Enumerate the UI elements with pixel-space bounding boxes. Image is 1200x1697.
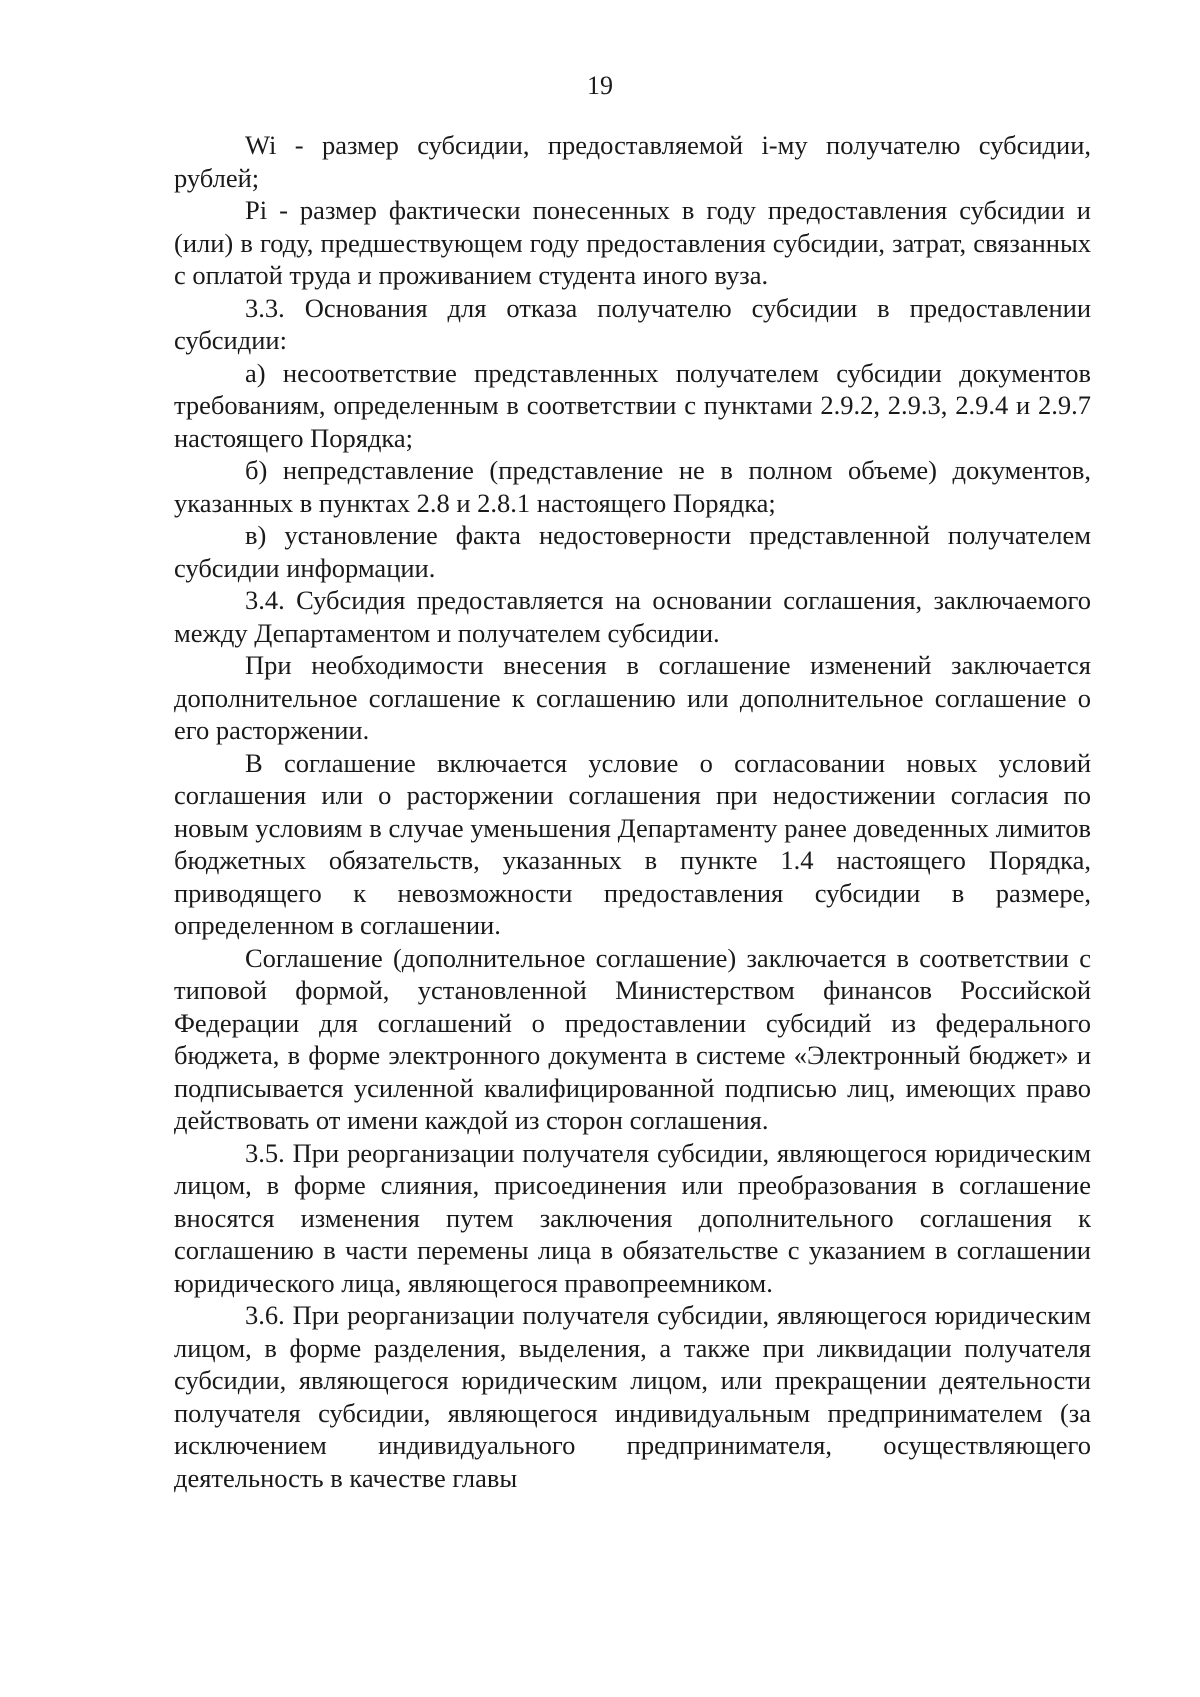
- paragraph: 3.6. При реорганизации получателя субсидии, являющегося юридическим лицом, в форме разделения, выделения, а также при ликвидации получателя субсидии, являющегося юридическим лицом, или прекращении деятельности получателя субсидии, являющегося индивидуальным предпринимателем (за исключением индивидуального предпринимателя, осуществляющего деятельность в качестве главы: [174, 1300, 1091, 1493]
- paragraph: 3.4. Субсидия предоставляется на основании соглашения, заключаемого между Департаментом и получателем субсидии.: [174, 585, 1091, 648]
- paragraph: В соглашение включается условие о согласовании новых условий соглашения или о расторжении соглашения при недостижении согласия по новым условиям в случае уменьшения Департаменту ранее доведенных лимитов бюджетных обязательств, указанных в пункте 1.4 настоящего Порядка, приводящего к невозможности предоставления субсидии в размере, определенном в соглашении.: [174, 747, 1091, 940]
- paragraph: в) установление факта недостоверности представленной получателем субсидии информации.: [174, 520, 1091, 583]
- paragraph: б) непредставление (представление не в полном объеме) документов, указанных в пунктах 2.8 и 2.8.1 настоящего Порядка;: [174, 455, 1091, 518]
- paragraph: Соглашение (дополнительное соглашение) заключается в соответствии с типовой формой, установленной Министерством финансов Российской Федерации для соглашений о предоставлении субсидий из федерального бюджета, в форме электронного документа в системе «Электронный бюджет» и подписывается усиленной квалифицированной подписью лиц, имеющих право действовать от имени каждой из сторон соглашения.: [174, 942, 1091, 1135]
- paragraph: Pi - размер фактически понесенных в году предоставления субсидии и (или) в году, предшествующем году предоставления субсидии, затрат, связанных с оплатой труда и проживанием студента иного вуза.: [174, 195, 1091, 290]
- paragraph: Wi - размер субсидии, предоставляемой i-му получателю субсидии, рублей;: [174, 130, 1091, 193]
- paragraph: 3.5. При реорганизации получателя субсидии, являющегося юридическим лицом, в форме слияния, присоединения или преобразования в соглашение вносятся изменения путем заключения дополнительного соглашения к соглашению в части перемены лица в обязательстве с указанием в соглашении юридического лица, являющегося правопреемником.: [174, 1137, 1091, 1298]
- page-number: 19: [587, 71, 613, 100]
- paragraph: а) несоответствие представленных получателем субсидии документов требованиям, определенным в соответствии с пунктами 2.9.2, 2.9.3, 2.9.4 и 2.9.7 настоящего Порядка;: [174, 357, 1091, 453]
- paragraph: 3.3. Основания для отказа получателю субсидии в предоставлении субсидии:: [174, 292, 1091, 355]
- paragraph: При необходимости внесения в соглашение изменений заключается дополнительное соглашение к соглашению или дополнительное соглашение о его расторжении.: [174, 650, 1091, 745]
- document-body: [174, 129, 1091, 1494]
